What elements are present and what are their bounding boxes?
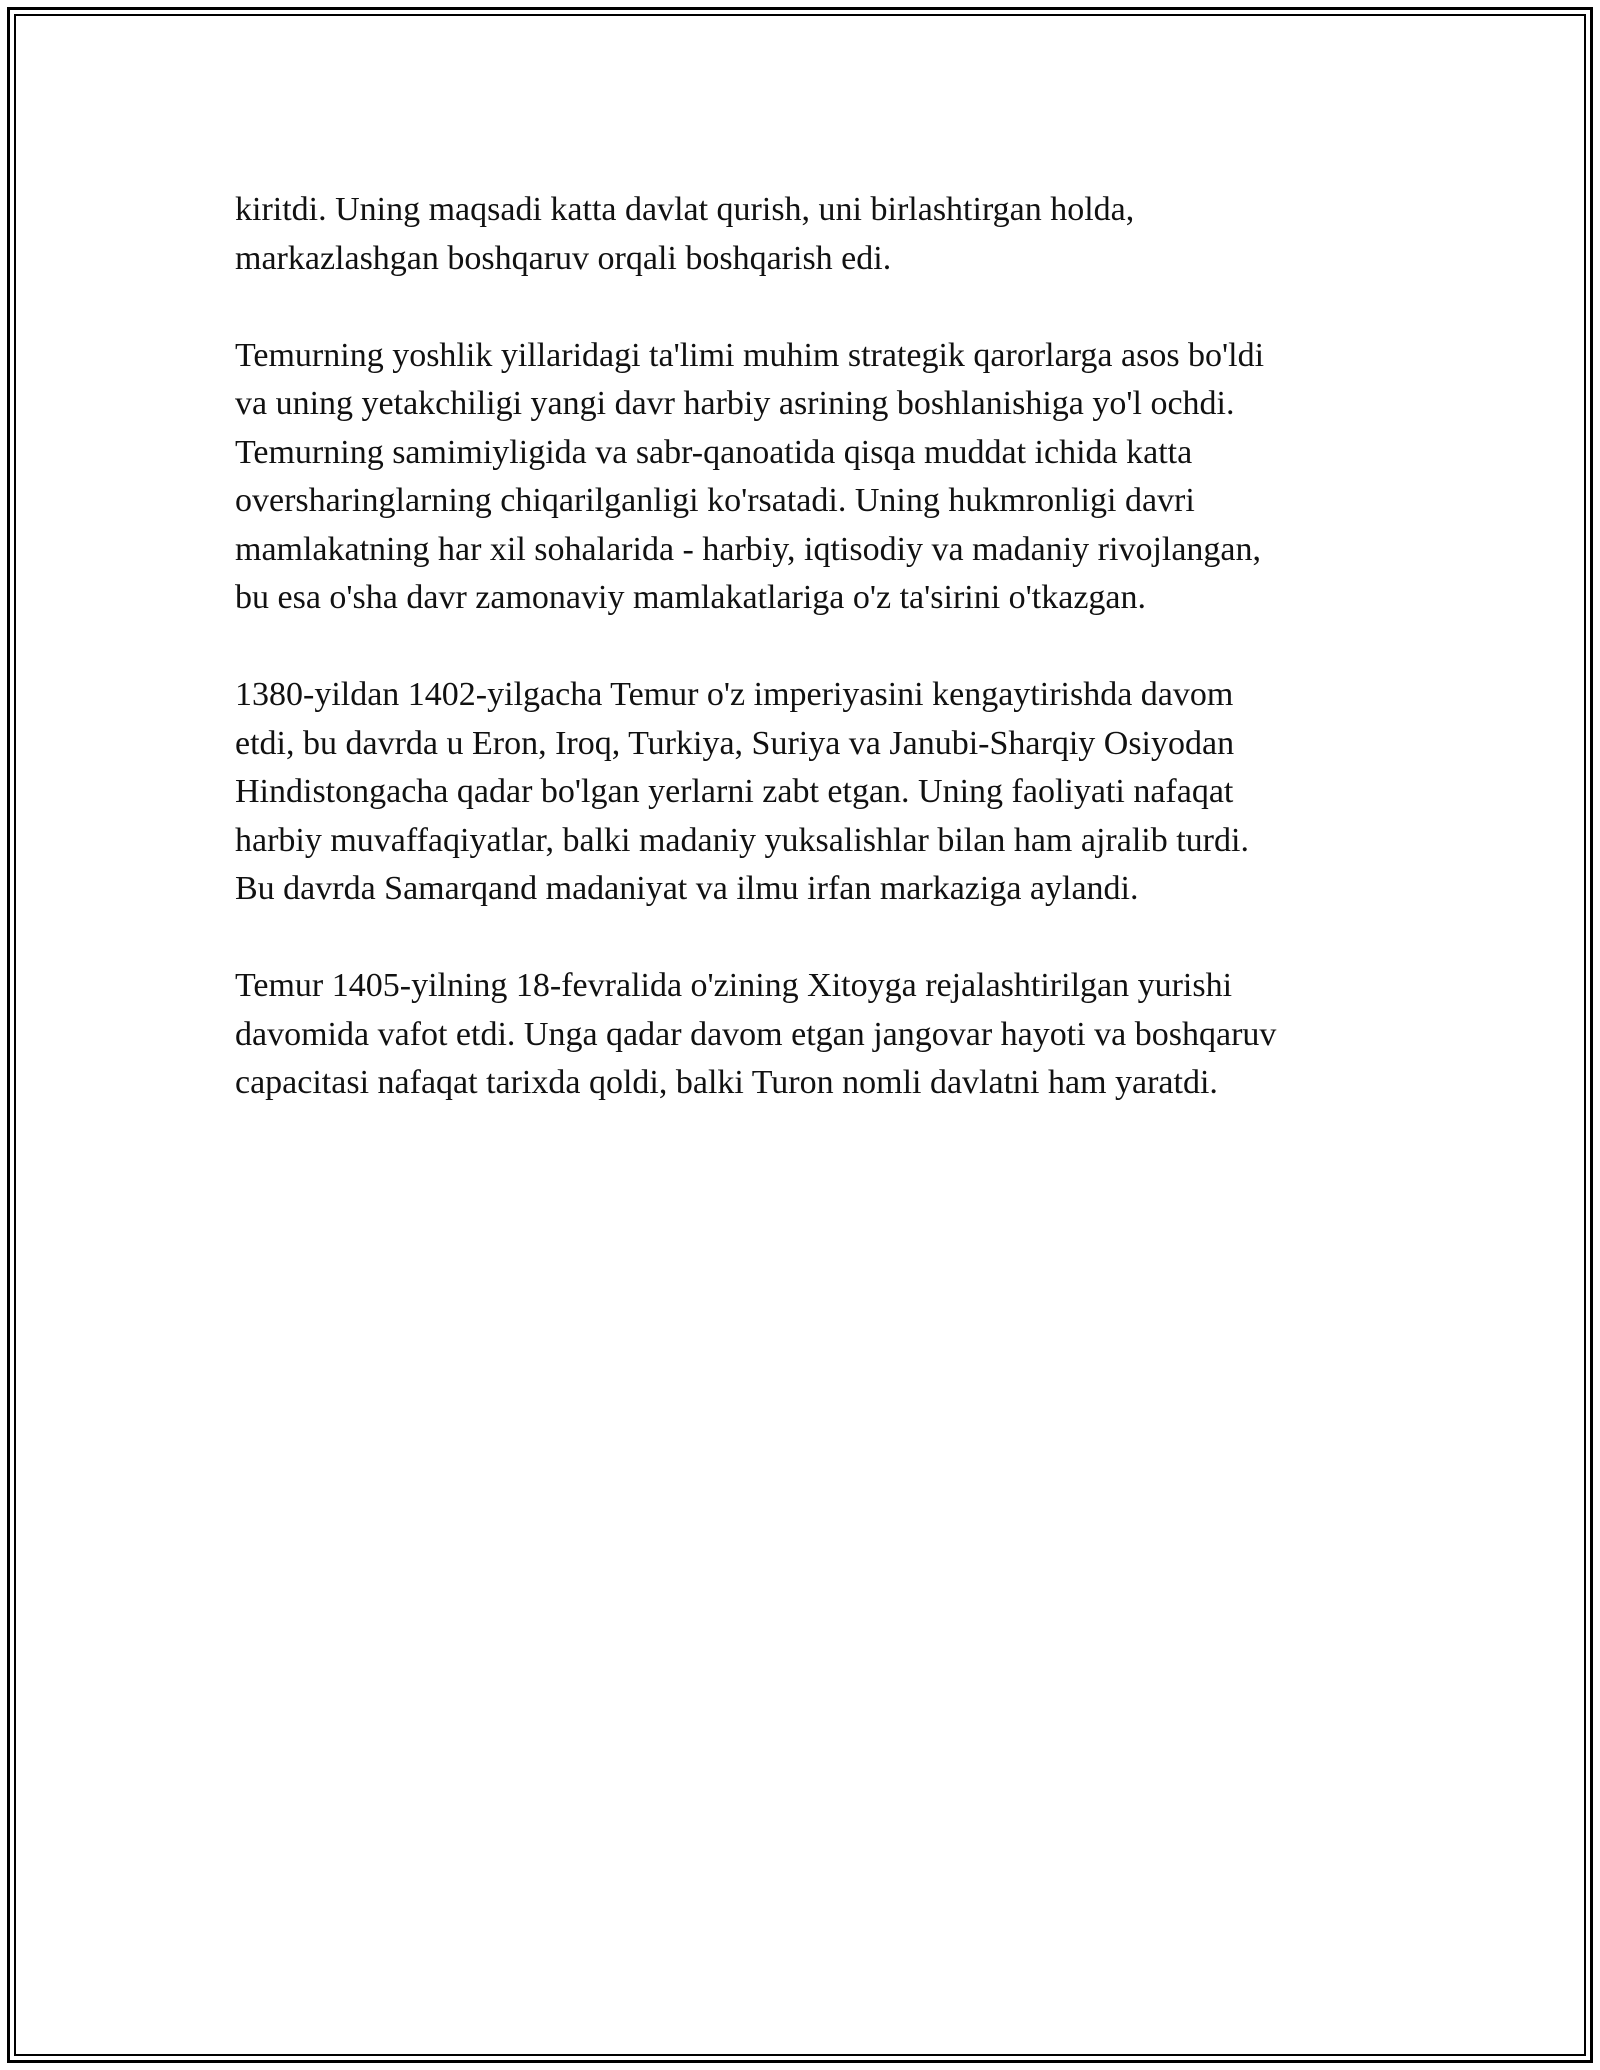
- text-line: va uning yetakchiligi yangi davr harbiy asrining boshlanishiga yo'l ochdi.: [235, 385, 1235, 422]
- text-line: Bu davrda Samarqand madaniyat va ilmu irfan markaziga aylandi.: [235, 870, 1139, 907]
- text-line: davomida vafot etdi. Unga qadar davom etgan jangovar hayoti va boshqaruv: [235, 1015, 1277, 1053]
- paragraph-1: [235, 186, 1395, 283]
- text-line: mamlakatning har xil sohalarida - harbiy, iqtisodiy va madaniy rivojlangan,: [235, 530, 1262, 568]
- text-line: Hindistongacha qadar bo'lgan yerlarni zabt etgan. Uning faoliyati nafaqat: [235, 773, 1234, 810]
- paragraph-2: [235, 332, 1395, 623]
- text-line: capacitasi nafaqat tarixda qoldi, balki Turon nomli davlatni ham yaratdi.: [235, 1064, 1218, 1101]
- document-body: [235, 186, 1395, 1156]
- text-line: 1380-yildan 1402-yilgacha Temur o'z imperiyasini kengaytirishda davom: [235, 676, 1234, 713]
- paragraph-3: [235, 671, 1395, 914]
- text-line: Temur 1405-yilning 18-fevralida o'zining Xitoyga rejalashtirilgan yurishi: [235, 967, 1233, 1004]
- text-line: Temurning yoshlik yillaridagi ta'limi muhim strategik qarorlarga asos bo'ldi: [235, 336, 1265, 374]
- text-line: etdi, bu davrda u Eron, Iroq, Turkiya, Suriya va Janubi-Sharqiy Osiyodan: [235, 724, 1235, 762]
- text-line: harbiy muvaffaqiyatlar, balki madaniy yuksalishlar bilan ham ajralib turdi.: [235, 821, 1249, 859]
- text-line: bu esa o'sha davr zamonaviy mamlakatlariga o'z ta'sirini o'tkazgan.: [235, 579, 1147, 616]
- text-line: markazlashgan boshqaruv orqali boshqarish edi.: [235, 239, 892, 277]
- text-line: Temurning samimiyligida va sabr-qanoatida qisqa muddat ichida katta: [235, 433, 1193, 471]
- text-line: oversharinglarning chiqarilganligi ko'rsatadi. Uning hukmronligi davri: [235, 482, 1195, 519]
- text-line: kiritdi. Uning maqsadi katta davlat qurish, uni birlashtirgan holda,: [235, 191, 1135, 228]
- paragraph-4: [235, 962, 1395, 1108]
